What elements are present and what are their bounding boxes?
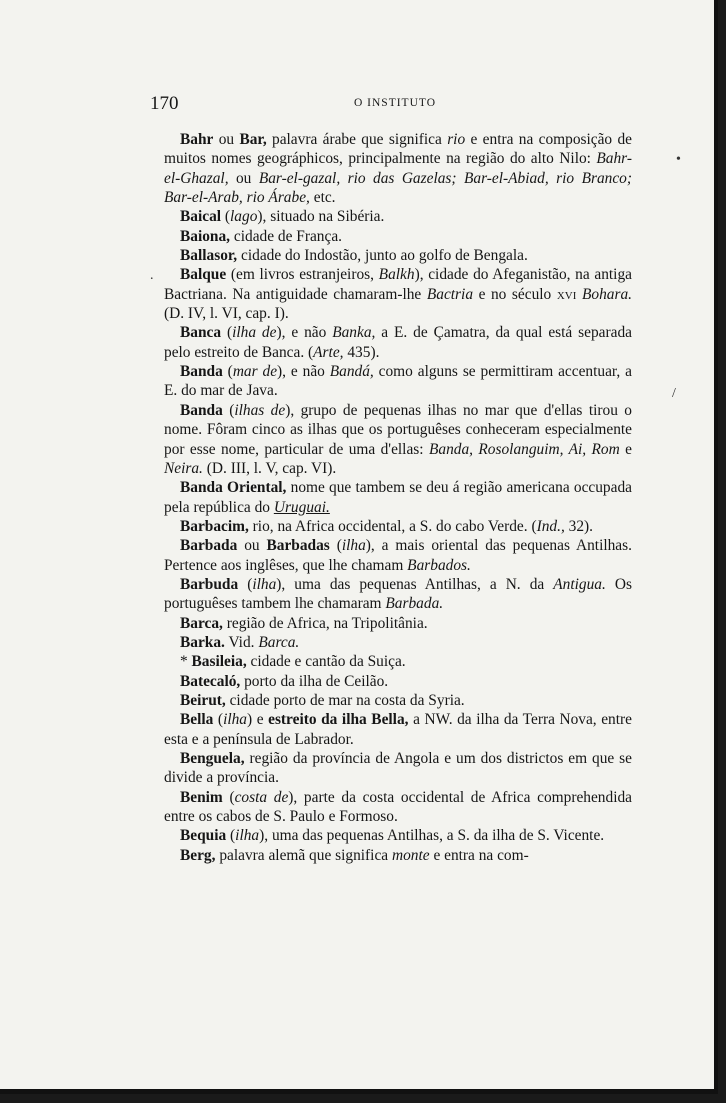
entry-text: Os portuguêses tambem lhe chamaram — [164, 575, 632, 613]
italic-text: Antigua. — [553, 575, 606, 593]
gazetteer-entry — [164, 536, 632, 575]
entry-text: cidade de França. — [230, 227, 342, 245]
italic-text: Balkh — [378, 266, 415, 284]
gazetteer-entry — [164, 207, 632, 226]
entry-text: e entra na com- — [429, 846, 529, 864]
entry-text: ou — [228, 169, 259, 187]
italic-text: ilha — [252, 575, 277, 593]
italic-text: monte — [391, 846, 430, 864]
entry-text: ( — [222, 788, 235, 806]
entry-text: ), cidade do Afeganistão, na antiga Bactriana. Na antiguidade chamaram-lhe — [164, 266, 632, 303]
italic-text: ilha — [223, 711, 248, 729]
journal-title: O INSTITUTO — [353, 97, 437, 109]
entry-headword: Bequia — [180, 827, 227, 845]
gazetteer-entry — [164, 652, 632, 671]
entry-headword: Baiona, — [180, 227, 231, 245]
entry-text: ( — [221, 208, 231, 226]
entry-text: e — [619, 440, 632, 458]
entry-text: * — [180, 653, 192, 671]
entry-headword: Balque — [180, 266, 227, 284]
entry-headword: Banda — [180, 363, 223, 381]
gazetteer-entry — [164, 227, 632, 246]
margin-mark-left-dot: . — [150, 268, 154, 283]
gazetteer-entry — [164, 749, 632, 788]
entry-headword: Ballasor, — [180, 247, 238, 265]
margin-mark-slash: / — [672, 386, 676, 401]
entry-headword: Baical — [180, 208, 222, 226]
entry-text: porto da ilha de Ceilão. — [240, 672, 389, 690]
small-caps-text: xvi — [556, 285, 577, 303]
entry-text: ( — [213, 711, 224, 729]
entry-headword: Barbuda — [180, 575, 239, 593]
gazetteer-entry — [164, 265, 632, 323]
entry-text: cidade e cantão da Suiça. — [246, 653, 406, 671]
entry-text: 32). — [564, 517, 594, 535]
italic-text: Uruguai. — [273, 498, 330, 516]
italic-text: rio — [447, 131, 466, 148]
italic-text: ilha — [341, 537, 366, 555]
entry-text: ), uma das pequenas Antilhas, a N. da — [276, 575, 554, 593]
entry-headword: Batecaló, — [180, 672, 241, 690]
entry-text: (em livros estranjeiros, — [226, 266, 379, 284]
entry-text: palavra árabe que significa — [266, 131, 448, 148]
italic-text: Barbada. — [385, 595, 444, 613]
entry-text: região da província de Angola e um dos districtos em que se divide a província. — [164, 750, 632, 787]
italic-text: lago — [230, 208, 258, 226]
entry-text: etc. — [309, 189, 336, 207]
gazetteer-entry — [164, 826, 632, 845]
entry-text: rio, na Africa occidental, a S. do cabo Verde. ( — [248, 517, 537, 535]
entry-text: ou — [237, 537, 267, 555]
italic-text: Banka, — [332, 324, 376, 342]
entry-headword: Banda Oriental, — [180, 479, 287, 497]
entry-text: ), parte da costa occidental de Africa comprehendida entre os cabos de S. Paulo e Formoso. — [164, 788, 632, 826]
entry-text: cidade do Indostão, junto ao golfo de Bengala. — [237, 247, 528, 265]
gazetteer-entry — [164, 362, 632, 401]
entry-text: (D. IV, l. VI, cap. I). — [164, 305, 289, 323]
entry-headword: Bar, — [239, 131, 267, 148]
entry-text: cidade porto de mar na costa da Syria. — [225, 691, 465, 709]
entry-text: ) e — [247, 711, 269, 729]
entry-headword: Beirut, — [180, 691, 226, 709]
gazetteer-entry — [164, 633, 632, 652]
entry-text: a E. de Çamatra, da qual está separada pelo estreito de Banca. ( — [164, 324, 632, 361]
entry-headword: Banda — [180, 401, 223, 419]
gazetteer-entry — [164, 517, 632, 536]
entry-text: ( — [222, 401, 235, 419]
italic-text: Bohara. — [581, 285, 632, 303]
entry-headword: Barka. — [180, 633, 225, 651]
margin-mark-dot: • — [676, 152, 681, 167]
gazetteer-entry — [164, 614, 632, 633]
entry-headword: Berg, — [180, 846, 216, 864]
entry-text: 435). — [343, 343, 380, 361]
gazetteer-entry — [164, 691, 632, 710]
entry-headword: Benim — [180, 788, 223, 806]
entry-text: ou — [213, 131, 240, 148]
gazetteer-entry — [164, 323, 632, 362]
italic-text: Bahr-el-Ghazal, — [164, 150, 632, 187]
entry-text: palavra alemã que significa — [215, 846, 392, 864]
entry-text: ( — [329, 537, 342, 555]
entry-headword: Barca, — [180, 614, 223, 632]
page-number: 170 — [150, 93, 179, 114]
gazetteer-entries — [164, 130, 632, 865]
gazetteer-entry — [164, 246, 632, 265]
italic-text: ilha — [235, 827, 260, 845]
italic-text: ilhas de — [234, 401, 286, 419]
gazetteer-entry — [164, 710, 632, 749]
entry-text: ( — [238, 575, 253, 593]
entry-text: ), situado na Sibéria. — [257, 208, 385, 226]
italic-text: costa de — [234, 788, 289, 806]
entry-text: como alguns se permittiram accentuar, a E. do mar de Java. — [164, 363, 632, 400]
entry-text: ( — [221, 324, 233, 342]
italic-text: ilha de — [232, 324, 277, 342]
italic-text: Bactria — [426, 285, 474, 303]
gazetteer-entry — [164, 846, 632, 865]
entry-text: ), grupo de pequenas ilhas no mar que d'ellas tirou o nome. Fôram cinco as ilhas que os portuguêses conheceram especialmente por esse nome, particular de uma d'ellas: — [164, 401, 632, 458]
entry-text: (D. III, l. V, cap. VI). — [202, 459, 337, 477]
italic-text: Ind., — [536, 517, 565, 535]
gazetteer-entry — [164, 130, 632, 207]
entry-headword: estreito da ilha Bella, — [268, 711, 409, 729]
entry-headword: Banca — [180, 324, 222, 342]
italic-text: Bandá, — [329, 363, 374, 381]
entry-headword: Bella — [180, 711, 214, 729]
italic-text: mar de — [232, 363, 278, 381]
italic-text: Barbados. — [407, 556, 471, 574]
entry-text: ), a mais oriental das pequenas Antilhas. Pertence aos inglêses, que lhe chamam — [164, 537, 632, 574]
gazetteer-entry — [164, 401, 632, 478]
entry-text: ), uma das pequenas Antilhas, a S. da ilha de S. Vicente. — [259, 827, 605, 845]
entry-text: ( — [222, 363, 233, 381]
entry-headword: Barbada — [180, 537, 238, 555]
italic-text: Banda, Rosolanguim, Ai, Rom — [428, 440, 620, 458]
entry-headword: Basileia, — [191, 653, 247, 671]
entry-text: e no século — [473, 285, 557, 303]
entry-headword: Barbacim, — [180, 517, 249, 535]
entry-text: e entra na composição de muitos nomes geográphicos, principalmente na região do alto Nilo: — [164, 131, 632, 168]
entry-text: ), e não — [276, 324, 333, 342]
entry-headword: Bahr — [180, 131, 214, 148]
entry-text: Vid. — [224, 633, 259, 651]
entry-headword: Benguela, — [180, 750, 245, 767]
italic-text: Arte, — [313, 343, 344, 361]
entry-text: nome que tambem se deu á região americana occupada pela república do — [164, 479, 632, 516]
entry-text: a NW. da ilha da Terra Nova, entre esta e a península de Labrador. — [164, 711, 632, 748]
entry-text: ( — [226, 827, 236, 845]
gazetteer-entry — [164, 575, 632, 614]
entry-text: ), e não — [277, 363, 330, 381]
gazetteer-entry — [164, 478, 632, 517]
italic-text: Barca. — [258, 633, 300, 651]
running-head — [150, 93, 640, 117]
italic-text: Bar-el-gazal, rio das Gazelas; Bar-el-Abiad, rio Branco; Bar-el-Arab, rio Árabe, — [164, 169, 632, 207]
entry-headword: Barbadas — [266, 537, 330, 555]
gazetteer-entry — [164, 672, 632, 691]
entry-text: região de Africa, na Tripolitânia. — [222, 614, 428, 632]
italic-text: Neira. — [164, 459, 203, 477]
gazetteer-entry — [164, 788, 632, 827]
